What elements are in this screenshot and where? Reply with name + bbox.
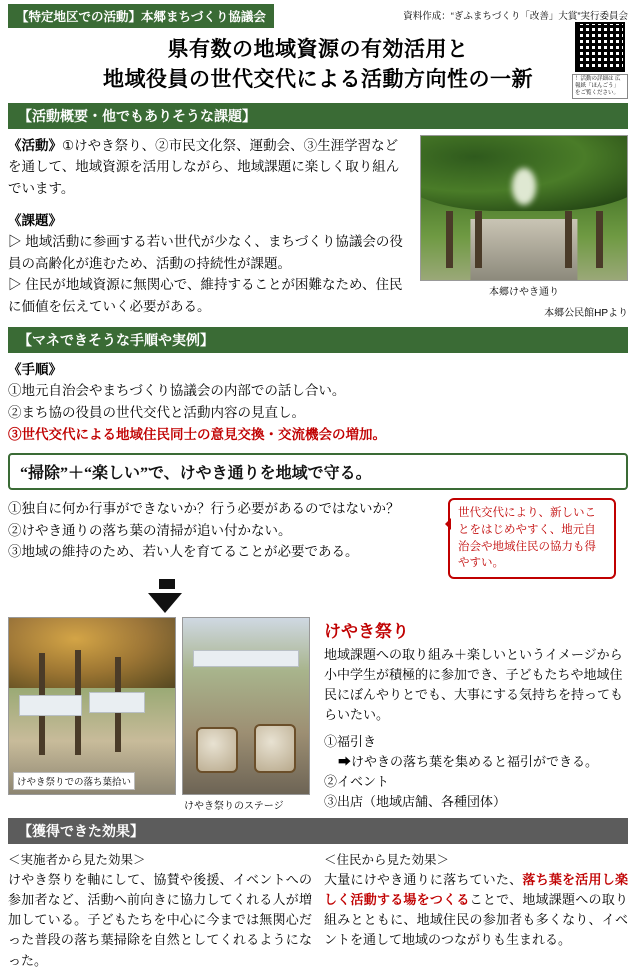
effects-implementer-head: ＜実施者から見た効果＞ (8, 853, 146, 868)
qr-code-icon (575, 22, 625, 72)
overview-text-column (8, 135, 410, 319)
festival-photo-row (8, 617, 314, 812)
effects-resident-text-part1: 大量にけやき通りに落ちていた、 (324, 872, 523, 888)
activity-text: ①けやき祭り、②市民文化祭、運動会、③生涯学習などを通して、地域資源を活用しながら、地域課題に楽しく取り組んでいます。 (8, 137, 400, 197)
festival-photo-leaves-caption: けやき祭りでの落ち葉拾い (13, 772, 135, 790)
photo-trunk-3 (565, 211, 572, 269)
activity-paragraph (8, 135, 410, 200)
section-bar-effect: 【獲得できた効果】 (8, 818, 628, 844)
festival-photo-stage-caption: けやき祭りのステージ (184, 800, 284, 812)
title-line-1: 県有数の地域資源の有効活用と (167, 37, 469, 61)
header (8, 0, 628, 28)
festival-photo-leaves (8, 617, 176, 795)
section-bar-mane: 【マネできそうな手順や実例】 (8, 327, 628, 353)
issue-label: 《課題》 (8, 212, 62, 228)
effects-resident-text (324, 870, 628, 951)
effects-resident-highlight: 落ち葉を活用し楽しく活動する場をつくる (324, 872, 628, 908)
festival-text-column (324, 617, 628, 812)
photo-stage-canopy (193, 650, 299, 668)
festival-section (8, 617, 628, 812)
effects-resident-head: ＜住民から見た効果＞ (324, 853, 450, 868)
highlight-box (8, 453, 628, 490)
effects-resident-column (324, 850, 628, 971)
overview-photo-column (420, 135, 628, 319)
arrow-stem (159, 579, 175, 589)
issue-item-1: ▷ 地域活動に参画する若い世代が少なく、まちづくり協議会の役員の高齢化が進むため、活動の持続性が課題。 (8, 234, 403, 271)
organization-tag: 【特定地区での活動】本郷まちづくり協議会 (8, 4, 274, 28)
steps-label: 《手順》 (8, 361, 62, 377)
photo-drum-1 (196, 727, 239, 773)
title-block (8, 34, 628, 95)
qr-caption: ！活動の詳細は 広報紙「ほんごう」 をご覧ください。 (572, 74, 628, 99)
photo-sky-gap (512, 168, 537, 205)
arrow-down-icon (148, 593, 182, 613)
photo-trunk-1 (446, 211, 453, 269)
title-line-2: 地域役員の世代交代による活動方向性の一新 (103, 67, 533, 92)
festival-title: けやき祭り (324, 621, 409, 641)
steps-item-2: ②まち協の役員の世代交代と活動内容の見直し。 (8, 405, 305, 421)
qr-block (572, 22, 628, 99)
photo-drum-2 (254, 724, 297, 773)
festival-photos (8, 617, 314, 812)
photo-trunk-2 (475, 211, 482, 269)
questions-section (8, 498, 628, 579)
question-2: ②けやき通りの落ち葉の清掃が追い付かない。 (8, 522, 292, 538)
festival-list-1: ①福引き (324, 733, 377, 749)
keyaki-street-photo-caption: 本郷けやき通り (489, 286, 559, 298)
keyaki-street-photo (420, 135, 628, 281)
steps-item-1: ①地元自治会やまちづくり協議会の内部での話し合い。 (8, 383, 346, 399)
question-3: ③地域の維持のため、若い人を育てることが必要である。 (8, 544, 359, 560)
festival-list-3: ③出店（地域店舗、各種団体） (324, 793, 507, 809)
question-1: ①独自に何か行事ができないか？行う必要があるのではないか？ (8, 501, 400, 517)
issue-item-2: ▷ 住民が地域資源に無関心で、維持することが困難なため、住民に価値を伝えていく必要がある。 (8, 277, 403, 315)
credit-text: 資料作成：“ぎふまちづくり「改善」大賞”実行委員会 (403, 11, 628, 22)
photo-autumn-leaves (9, 618, 175, 688)
callout-bubble: 世代交代により、新しいことをはじめやすく、地元自治会や地域住民の協力も得やすい。 (448, 498, 616, 579)
photo-road (470, 219, 577, 279)
festival-photo-stage (182, 617, 310, 795)
photo-tent-a1 (19, 695, 82, 716)
bubble-column (448, 498, 628, 579)
festival-body: 地域課題への取り組み＋楽しいというイメージから小中学生が積極的に参加でき、子どもたちや地域住民にぼんやりとでも、大事にする気持ちを持ってもらいたい。 (324, 646, 624, 723)
effects-implementer-text: けやき祭りを軸にして、協賛や後援、イベントへの参加者など、活動へ前向きに協力してくれる人が増加している。子どもたちを中心に今までは無関心だった普段の落ち葉掃除を自然としてくれるようになった。 (8, 872, 312, 968)
photo-trunk-4 (596, 211, 603, 269)
festival-list-2: ②イベント (324, 773, 390, 789)
highlight-text: “掃除”＋“楽しい”で、けやき通りを地域で守る。 (20, 465, 372, 483)
photo-tent-a2 (89, 692, 145, 713)
activity-label: 《活動》 (8, 137, 62, 153)
steps-item-3: ③世代交代による地域住民同士の意見交換・交流機会の増加。 (8, 426, 386, 442)
effects-resident-text-part2: ことで、地域課題への取り組みとともに、地域住民の参加者も多くなり、イベントを通して地域のつながりも生まれる。 (324, 892, 628, 948)
effects-section (8, 850, 628, 971)
photo-source: 本郷公民館HPより (544, 307, 628, 319)
questions-column (8, 498, 438, 579)
overview-section (8, 135, 628, 319)
section-bar-overview: 【活動概要・他でもありそうな課題】 (8, 103, 628, 129)
festival-list-1-sub: ➡けやきの落ち葉を集めると福引ができる。 (338, 753, 599, 769)
effects-implementer-column (8, 850, 312, 971)
